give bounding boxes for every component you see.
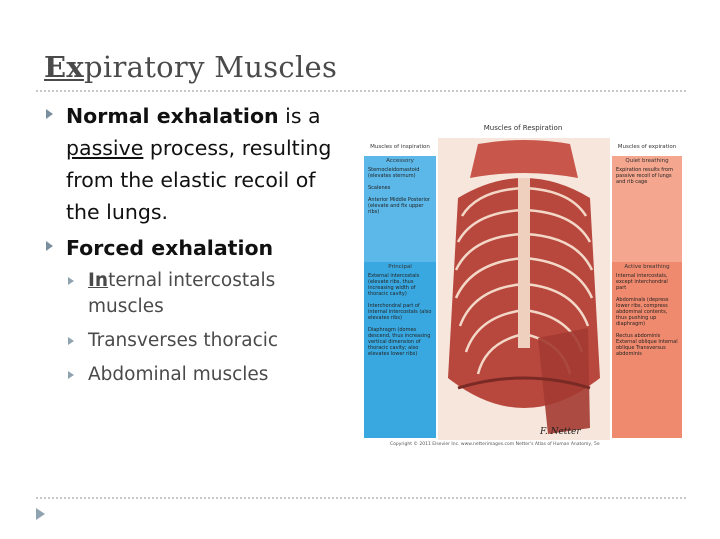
figure-copyright: Copyright © 2011 Elsevier Inc. www.netterimages.com Netter's Atlas of Human Anatomy, 5e — [390, 442, 600, 447]
accessory-title: Accessory — [386, 158, 414, 164]
artist-signature: F. Netter — [540, 427, 581, 437]
slide-marker-icon — [36, 508, 45, 520]
bullet-arrow-icon — [46, 109, 53, 119]
expiration-header-panel — [612, 142, 682, 150]
inspiration-header: Muscles of inspiration — [370, 144, 430, 150]
sub-bullet-transverses-thoracic — [44, 328, 344, 354]
principal-title: Principal — [388, 264, 412, 270]
title-rest: piratory Muscles — [84, 50, 338, 84]
sub-bullet-arrow-icon — [68, 277, 74, 285]
title-emphasis: Ex — [44, 50, 84, 84]
sub-bullet-1-rest: ternal intercostals muscles — [88, 270, 276, 317]
active-breathing-panel — [612, 262, 682, 438]
bullet-1-rest: process, resulting from the elastic recoil of the lungs. — [66, 136, 332, 224]
quiet-breathing-text: Expiration results from passive recoil of lungs and rib cage — [616, 167, 673, 185]
inspiration-header-panel — [364, 142, 436, 150]
footer-divider — [36, 497, 686, 499]
active-breathing-title: Active breathing — [624, 264, 670, 270]
bullet-arrow-icon — [46, 241, 53, 251]
principal-text-2: Interchondral part of internal intercostals (also elevates ribs) — [368, 303, 432, 321]
quiet-breathing-title: Quiet breathing — [625, 158, 669, 164]
bullet-forced-exhalation — [44, 232, 344, 264]
title-divider — [36, 90, 686, 92]
active-breathing-list: Rectus abdominis External oblique Internal oblique Transversus abdominis — [616, 333, 678, 357]
bullet-1-after-bold: is a — [278, 104, 321, 128]
active-breathing-text-1: Internal intercostals, except interchondral part — [616, 273, 668, 291]
sub-bullet-abdominal-muscles — [44, 362, 344, 388]
active-breathing-text-2: Abdominals (depress lower ribs, compress abdominal contents, thus pushing up diaphragm) — [616, 297, 669, 327]
accessory-panel — [364, 156, 436, 262]
principal-panel — [364, 262, 436, 438]
sub-bullet-3-text: Abdominal muscles — [88, 364, 269, 385]
scalenes-list: Anterior Middle Posterior (elevate and fix upper ribs) — [368, 197, 430, 215]
sub-bullet-2-text: Transverses thoracic — [88, 330, 279, 351]
slide-title — [44, 50, 337, 84]
bullet-list — [44, 100, 344, 396]
ribcage-illustration — [438, 138, 610, 440]
sub-bullet-internal-intercostals — [44, 268, 344, 320]
figure-title: Muscles of Respiration — [483, 124, 563, 132]
expiration-header: Muscles of expiration — [617, 144, 677, 150]
respiration-muscles-figure — [360, 120, 686, 450]
sub-bullet-arrow-icon — [68, 371, 74, 379]
accessory-text: Sternocleidomastoid (elevates sternum) — [368, 167, 420, 179]
bullet-1-underlined: passive — [66, 136, 144, 160]
scalenes-label: Scalenes — [368, 185, 391, 191]
principal-text-1: External intercostals (elevate ribs, thus increasing width of thoracic cavity) — [368, 273, 420, 297]
bullet-2-bold: Forced exhalation — [66, 236, 274, 260]
principal-text-3: Diaphragm (domes descend, thus increasing vertical dimension of thoracic cavity; also elevates lower ribs) — [368, 327, 431, 357]
bullet-1-bold: Normal exhalation — [66, 104, 279, 128]
sub-bullet-arrow-icon — [68, 337, 74, 345]
bullet-normal-exhalation — [44, 100, 344, 228]
sub-bullet-1-emphasis: In — [88, 270, 109, 291]
quiet-breathing-panel — [612, 156, 682, 262]
